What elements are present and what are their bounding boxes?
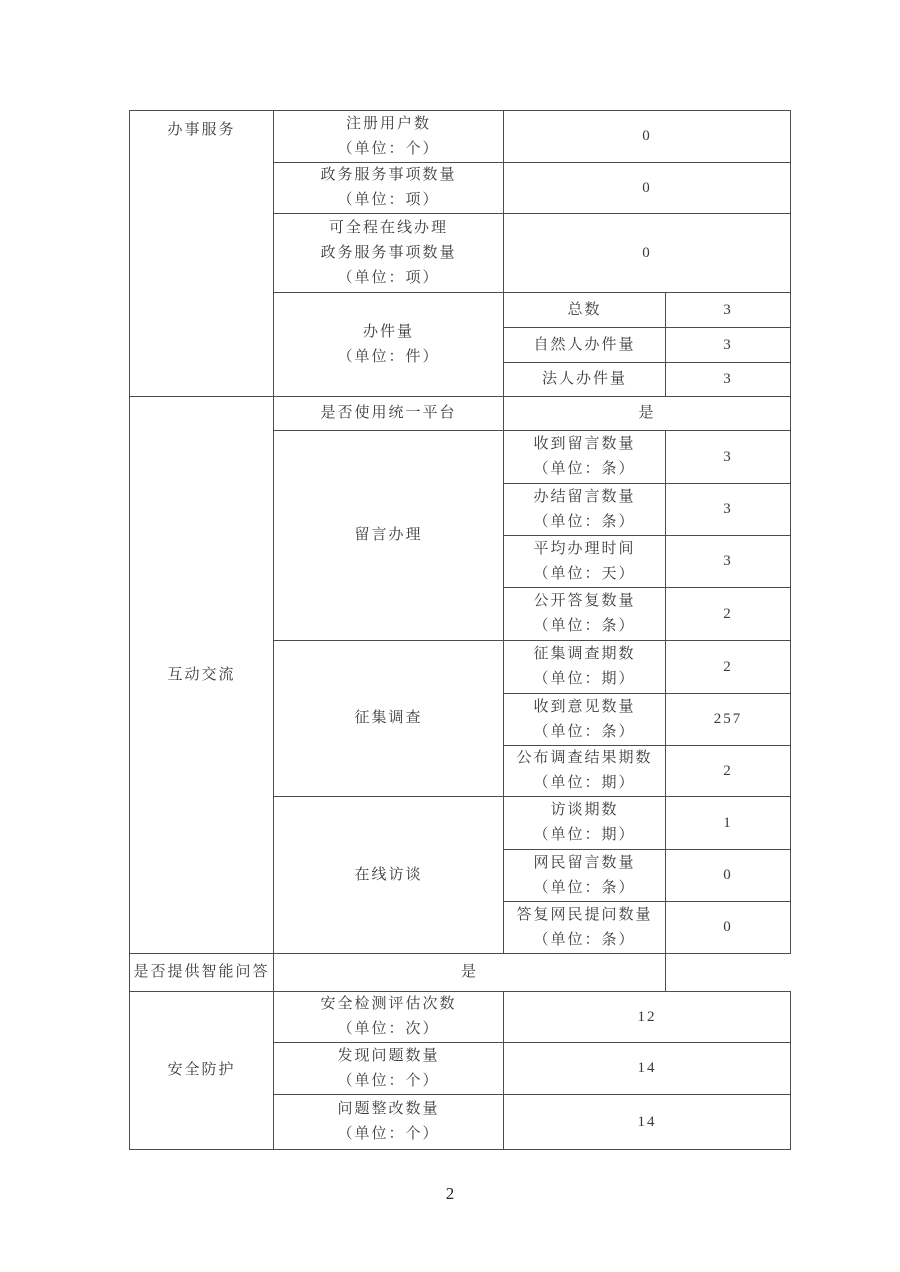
sub-item-value: 0 <box>666 850 791 902</box>
sub-item-cell <box>504 694 666 746</box>
sub-item-value: 257 <box>666 694 791 746</box>
item-label-line: （单位：项） <box>337 269 440 286</box>
item-label-line: 政务服务事项数量 <box>320 167 457 183</box>
table-row <box>130 111 791 163</box>
sub-item-label-line: 法人办件量 <box>541 371 627 387</box>
table-row <box>130 954 791 992</box>
sub-item-label-line: 办结留言数量 <box>533 488 636 505</box>
item-label-line: 注册用户数 <box>345 115 431 132</box>
item-value: 是 <box>504 397 791 431</box>
sub-item-label-line: （单位：期） <box>533 827 636 843</box>
item-label-line: 是否使用统一平台 <box>320 405 457 421</box>
item-label-line: 是否提供智能问答 <box>133 964 270 980</box>
sub-item-value: 3 <box>666 293 791 328</box>
sub-item-label-line: 总数 <box>567 301 602 318</box>
table-row <box>130 992 791 1043</box>
item-label-line: 政务服务事项数量 <box>320 244 457 261</box>
item-value: 14 <box>504 1043 791 1095</box>
item-cell <box>130 954 274 992</box>
item-cell <box>274 641 504 797</box>
sub-item-label-line: 平均办理时间 <box>533 540 636 557</box>
item-label-line: （单位：个） <box>337 140 440 157</box>
sub-item-cell <box>504 641 666 694</box>
item-label-line: 可全程在线办理 <box>328 219 448 236</box>
sub-item-value: 3 <box>666 536 791 588</box>
item-label-line: 安全检测评估次数 <box>320 996 457 1012</box>
sub-item-cell <box>504 431 666 484</box>
sub-item-label-line: 收到留言数量 <box>533 436 636 452</box>
sub-item-value: 2 <box>666 641 791 694</box>
sub-item-cell <box>504 588 666 641</box>
sub-item-cell <box>504 746 666 797</box>
item-label-line: 留言办理 <box>354 527 423 543</box>
sub-item-label-line: 公开答复数量 <box>533 593 636 609</box>
sub-item-label-line: （单位：期） <box>533 775 636 791</box>
sub-item-cell <box>504 293 666 328</box>
item-value: 是 <box>274 954 666 992</box>
sub-item-value: 2 <box>666 746 791 797</box>
item-label-line: （单位：个） <box>337 1126 440 1142</box>
sub-item-label-line: （单位：条） <box>533 723 636 740</box>
item-cell <box>274 397 504 431</box>
sub-item-label-line: （单位：条） <box>533 461 636 477</box>
sub-item-cell <box>504 797 666 850</box>
sub-item-cell <box>504 850 666 902</box>
sub-item-cell <box>504 328 666 363</box>
sub-item-cell <box>504 484 666 536</box>
item-value: 0 <box>504 214 791 293</box>
item-label-line: 征集调查 <box>354 710 423 726</box>
item-label-line: （单位：次） <box>337 1021 440 1037</box>
item-cell <box>274 111 504 163</box>
table-row <box>130 397 791 431</box>
item-label-line: （单位：个） <box>337 1072 440 1089</box>
sub-item-value: 3 <box>666 363 791 397</box>
section-label: 互动交流 <box>130 397 274 954</box>
sub-item-label-line: 网民留言数量 <box>533 854 636 871</box>
sub-item-value: 3 <box>666 431 791 484</box>
sub-item-label-line: 访谈期数 <box>550 802 619 818</box>
item-value: 0 <box>504 111 791 163</box>
sub-item-value: 0 <box>666 902 791 954</box>
item-cell <box>274 431 504 641</box>
sub-item-value: 2 <box>666 588 791 641</box>
sub-item-value: 3 <box>666 328 791 363</box>
item-value: 0 <box>504 163 791 214</box>
item-label-line: 发现问题数量 <box>337 1047 440 1064</box>
sub-item-label-line: （单位：条） <box>533 931 636 948</box>
item-value: 12 <box>504 992 791 1043</box>
sub-item-label-line: 征集调查期数 <box>533 646 636 662</box>
sub-item-label-line: （单位：天） <box>533 565 636 582</box>
item-label-line: 在线访谈 <box>354 866 423 883</box>
item-cell <box>274 1095 504 1150</box>
sub-item-label-line: （单位：条） <box>533 879 636 896</box>
sub-item-label-line: （单位：期） <box>533 671 636 687</box>
item-cell <box>274 992 504 1043</box>
item-cell <box>274 163 504 214</box>
sub-item-label-line: 自然人办件量 <box>533 336 636 353</box>
item-value: 14 <box>504 1095 791 1150</box>
sub-item-value: 1 <box>666 797 791 850</box>
section-label: 办事服务 <box>130 111 274 397</box>
item-label-line: 问题整改数量 <box>337 1101 440 1117</box>
sub-item-label-line: （单位：条） <box>533 618 636 634</box>
page-number: 2 <box>445 1184 455 1203</box>
item-cell <box>274 797 504 954</box>
item-cell <box>274 214 504 293</box>
sub-item-label-line: （单位：条） <box>533 513 636 530</box>
sub-item-label-line: 收到意见数量 <box>533 698 636 715</box>
report-table <box>129 110 791 1150</box>
sub-item-cell <box>504 902 666 954</box>
sub-item-label-line: 公布调查结果期数 <box>516 750 653 766</box>
section-label: 安全防护 <box>130 992 274 1150</box>
item-label-line: （单位：件） <box>337 348 440 365</box>
item-cell <box>274 1043 504 1095</box>
sub-item-value: 3 <box>666 484 791 536</box>
sub-item-label-line: 答复网民提问数量 <box>516 906 653 923</box>
sub-item-cell <box>504 363 666 397</box>
item-cell <box>274 293 504 397</box>
item-label-line: 办件量 <box>362 323 414 340</box>
sub-item-cell <box>504 536 666 588</box>
item-label-line: （单位：项） <box>337 192 440 208</box>
